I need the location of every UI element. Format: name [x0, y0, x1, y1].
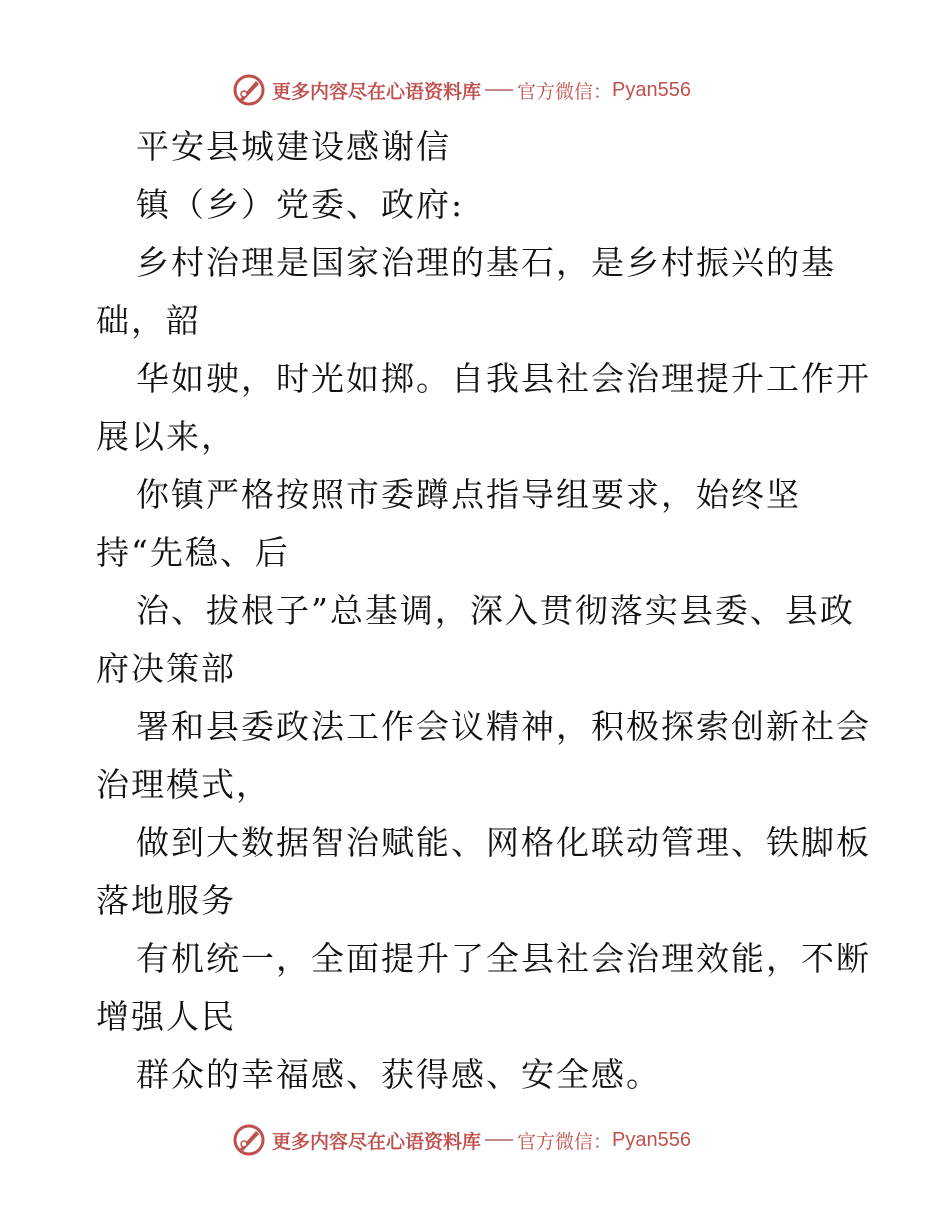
watermark-wechat-label: 官方微信：	[517, 1130, 613, 1153]
footer-watermark	[232, 1120, 691, 1160]
watermark-text: 更多内容尽在心语资料库	[272, 1130, 482, 1153]
body-line: 华如驶，时光如掷。自我县社会治理提升工作开	[136, 359, 871, 398]
body-line: 治、拔根子”总基调，深入贯彻落实县委、县政	[136, 591, 855, 630]
body-line: 你镇严格按照市委蹲点指导组要求，始终坚	[136, 475, 801, 514]
quill-logo-icon	[232, 1123, 266, 1157]
body-line: 增强人民	[96, 997, 236, 1036]
watermark-text: 更多内容尽在心语资料库	[272, 80, 482, 103]
watermark-dash	[485, 89, 513, 91]
body-line: 群众的幸福感、获得感、安全感。	[136, 1055, 661, 1094]
document-title: 平安县城建设感谢信	[136, 127, 451, 166]
quill-logo-icon	[232, 73, 266, 107]
body-line: 治理模式，	[96, 765, 271, 804]
watermark-dash	[485, 1139, 513, 1141]
watermark-wechat-id: Pyan556	[612, 1128, 691, 1151]
body-line: 础，韶	[96, 301, 201, 340]
watermark-wechat-id: Pyan556	[612, 78, 691, 101]
header-watermark	[232, 70, 691, 110]
body-line: 有机统一，全面提升了全县社会治理效能，不断	[136, 939, 871, 978]
document-body	[96, 118, 871, 1104]
watermark-wechat-label: 官方微信：	[517, 80, 613, 103]
body-line: 府决策部	[96, 649, 236, 688]
body-line: 展以来，	[96, 417, 236, 456]
body-line: 做到大数据智治赋能、网格化联动管理、铁脚板	[136, 823, 871, 862]
body-line: 持“先稳、后	[96, 533, 290, 572]
salutation: 镇（乡）党委、政府:	[136, 185, 465, 224]
body-line: 落地服务	[96, 881, 236, 920]
body-line: 乡村治理是国家治理的基石，是乡村振兴的基	[136, 243, 836, 282]
body-line: 署和县委政法工作会议精神，积极探索创新社会	[136, 707, 871, 746]
